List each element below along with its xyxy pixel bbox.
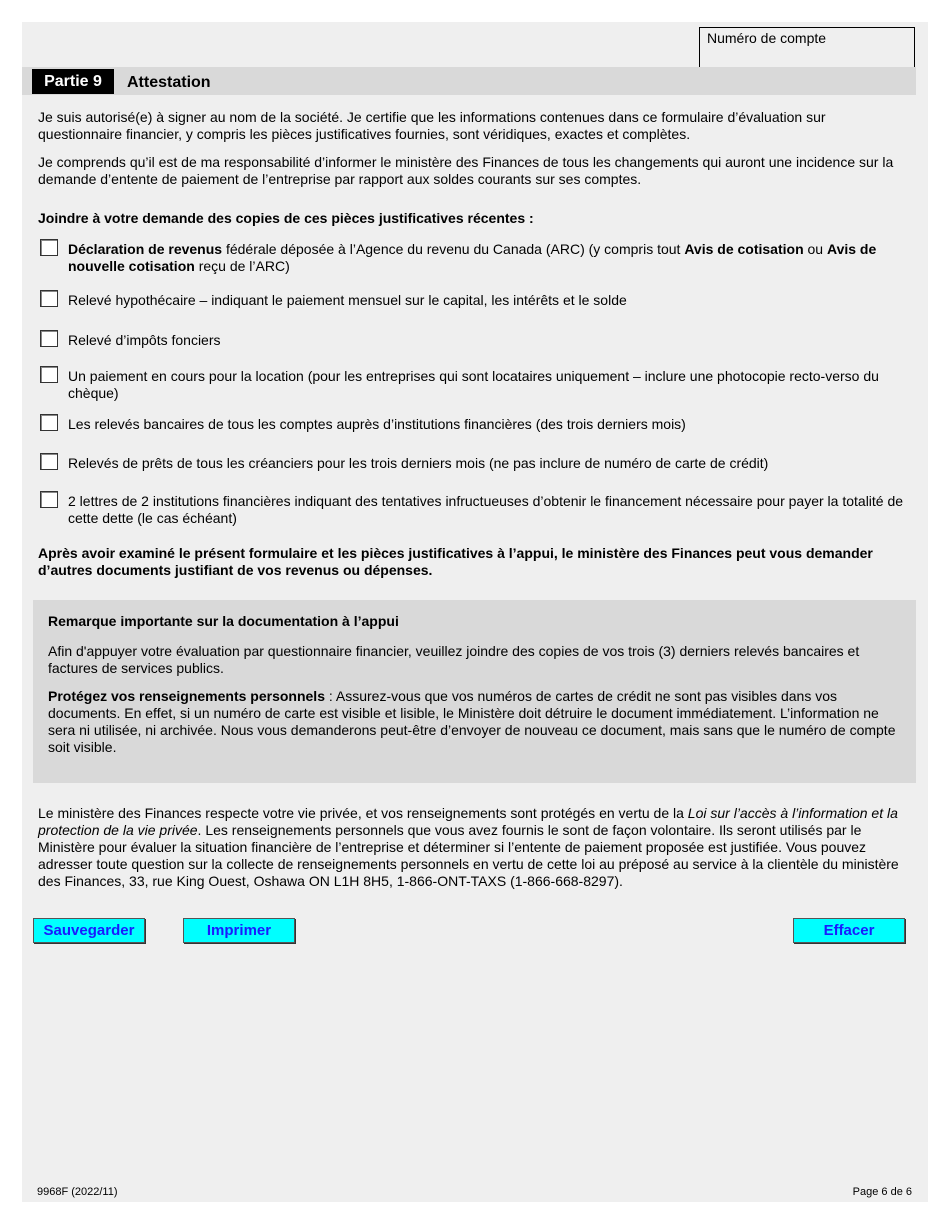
checkbox-bank-statements[interactable] bbox=[40, 414, 58, 431]
account-number-field[interactable] bbox=[699, 27, 915, 67]
privacy-statement: Le ministère des Finances respecte votre vie privée, et vos renseignements sont protégés en vertu de la Loi sur l’accès à l’information et la protection de la vie privée. Les renseignements personnels que vous avez fournis le sont de façon volontaire. Ils seront utilisés par le Ministère pour évaluer la situation financière de l’entreprise et déterminer si l’entente de paiement proposée est justifiée. Vous pouvez adresser toute question sur la collecte de renseignements personnels en vertu de cette loi au préposé au service à la clientèle du ministère des Finances, 33, rue King Ouest, Oshawa ON L1H 8H5, 1-866-ONT-TAXS (1-866-668-8297). bbox=[38, 805, 899, 889]
important-notice-box bbox=[33, 600, 916, 783]
account-number-label: Numéro de compte bbox=[707, 30, 827, 46]
checklist-item-label: Déclaration de revenus fédérale déposée à l’Agence du revenu du Canada (ARC) (y compris tout Avis de cotisation ou Avis de nouvelle cotisation reçu de l’ARC) bbox=[68, 241, 877, 274]
save-button[interactable]: Sauvegarder bbox=[33, 918, 145, 943]
part-title: Attestation bbox=[127, 74, 211, 91]
checkbox-loan-statements[interactable] bbox=[40, 453, 58, 470]
checklist-item-label: Relevés de prêts de tous les créanciers pour les trois derniers mois (ne pas inclure de numéro de carte de crédit) bbox=[68, 455, 769, 471]
intro-paragraph-2: Je comprends qu’il est de ma responsabilité d’informer le ministère des Finances de tous les changements qui auront une incidence sur la demande d’entente de paiement de l’entreprise par rapport aux soldes courants sur ses comptes. bbox=[38, 154, 894, 187]
checklist-item-label: Relevé hypothécaire – indiquant le paiement mensuel sur le capital, les intérêts et le solde bbox=[68, 292, 627, 308]
print-button[interactable]: Imprimer bbox=[183, 918, 295, 943]
notice-paragraph-1: Afin d'appuyer votre évaluation par questionnaire financier, veuillez joindre des copies de vos trois (3) derniers relevés bancaires et factures de services publics. bbox=[48, 643, 860, 676]
checklist-item-label: Les relevés bancaires de tous les comptes auprès d’institutions financières (des trois derniers mois) bbox=[68, 416, 686, 432]
page-number: Page 6 de 6 bbox=[852, 1186, 912, 1198]
checkbox-tax-return[interactable] bbox=[40, 239, 58, 256]
form-id: 9968F (2022/11) bbox=[37, 1186, 118, 1198]
intro-paragraph-1: Je suis autorisé(e) à signer au nom de la société. Je certifie que les informations contenues dans ce formulaire d’évaluation sur questionnaire financier, y compris les pièces justificatives fournies, sont véridiques, exactes et complètes. bbox=[38, 109, 826, 142]
checkbox-property-tax[interactable] bbox=[40, 330, 58, 347]
checklist-item-label: Relevé d’impôts fonciers bbox=[68, 332, 221, 348]
checkbox-mortgage[interactable] bbox=[40, 290, 58, 307]
checkbox-bank-letters[interactable] bbox=[40, 491, 58, 508]
checkbox-rent[interactable] bbox=[40, 366, 58, 383]
notice-title: Remarque importante sur la documentation à l’appui bbox=[48, 613, 399, 629]
clear-button[interactable]: Effacer bbox=[793, 918, 905, 943]
attachments-heading: Joindre à votre demande des copies de ces pièces justificatives récentes : bbox=[38, 210, 534, 226]
after-review-note: Après avoir examiné le présent formulaire et les pièces justificatives à l’appui, le ministère des Finances peut vous demander d’autres documents justifiant de vos revenus ou dépenses. bbox=[38, 545, 873, 578]
checklist-item-label: Un paiement en cours pour la location (pour les entreprises qui sont locataires uniquement – inclure une photocopie recto-verso du chèque) bbox=[68, 368, 879, 401]
checklist-item-label: 2 lettres de 2 institutions financières indiquant des tentatives infructueuses d’obtenir le financement nécessaire pour payer la totalité de cette dette (le cas échéant) bbox=[68, 493, 904, 526]
notice-paragraph-2: Protégez vos renseignements personnels : Assurez-vous que vos numéros de cartes de crédit ne sont pas visibles dans vos documents. En effet, si un numéro de carte est visible et lisible, le Ministère doit détruire le document immédiatement. L’information ne sera ni utilisée, ni archivée. Nous vous demanderons peut-être d’envoyer de nouveau ce document, mais sans que le numéro de compte soit visible. bbox=[48, 688, 896, 755]
part-header bbox=[22, 67, 916, 95]
part-badge: Partie 9 bbox=[32, 69, 114, 94]
form-page bbox=[22, 22, 928, 1202]
